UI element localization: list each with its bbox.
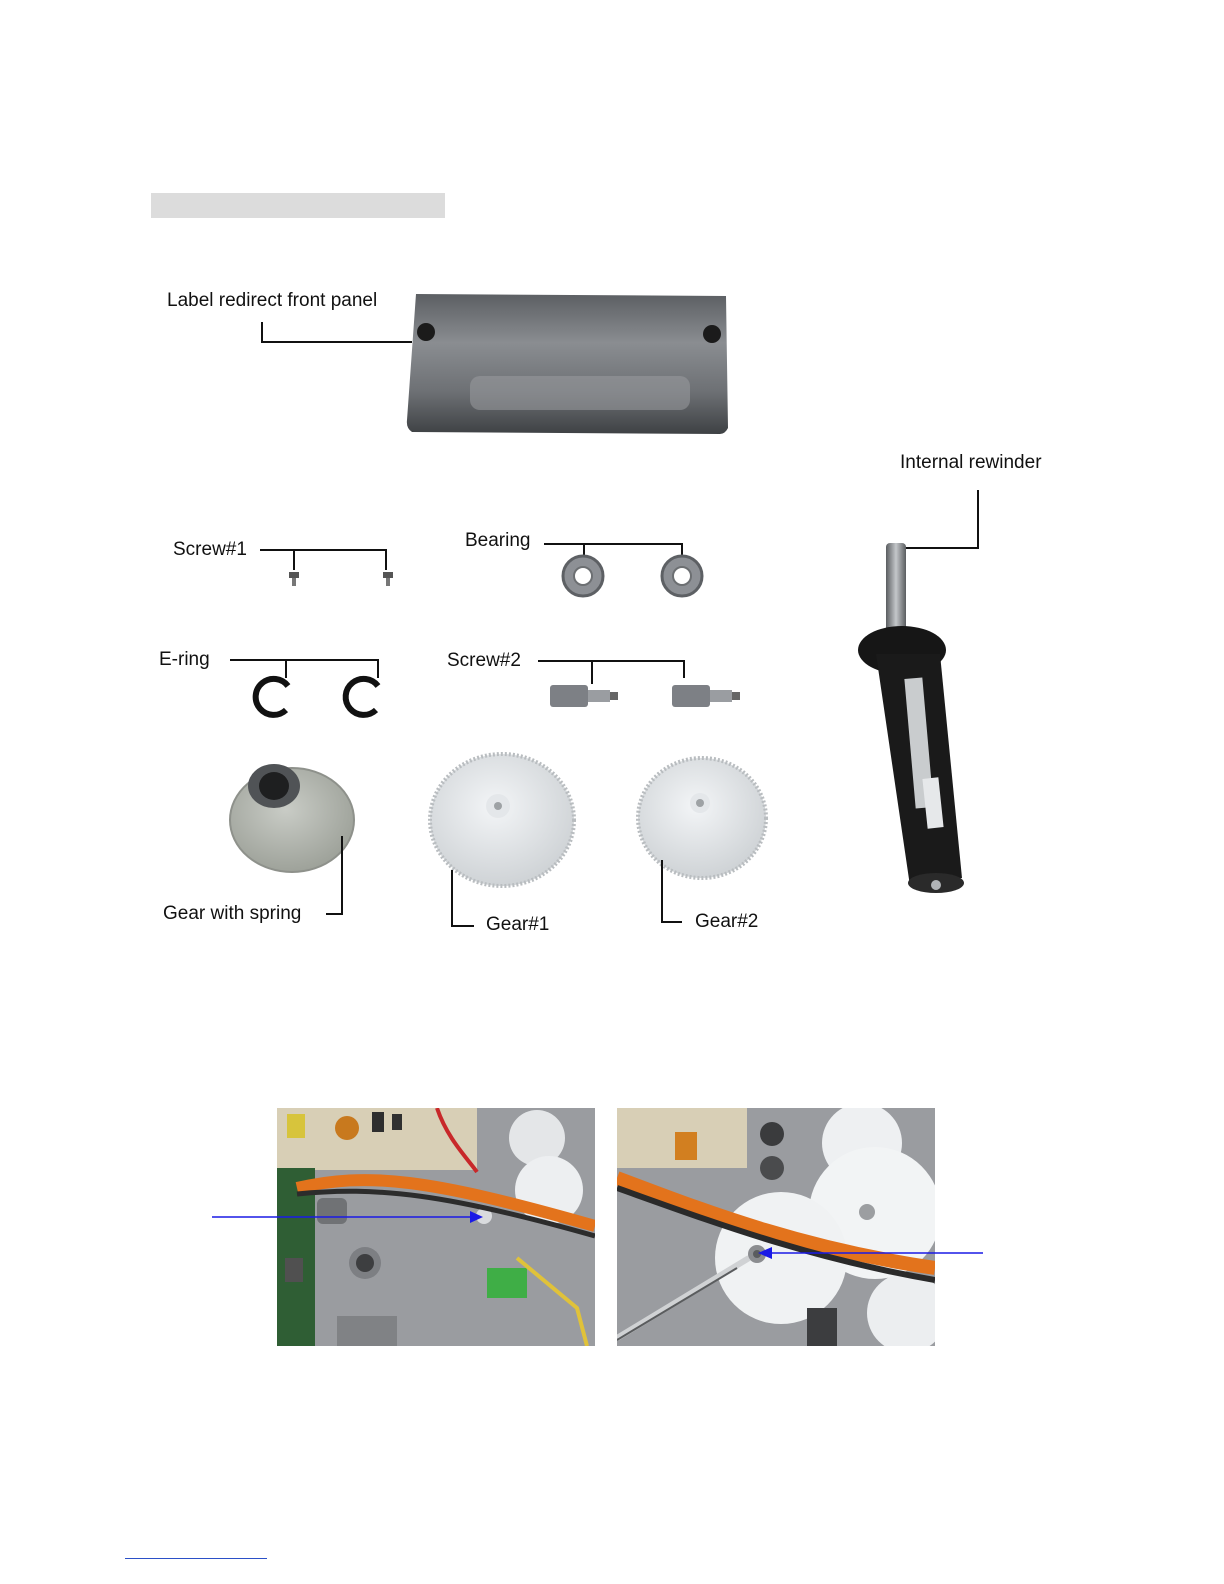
arrow-right-photo	[758, 1247, 983, 1259]
label-front-panel: Label redirect front panel	[167, 290, 378, 311]
label-gear-with-spring: Gear with spring	[163, 903, 302, 924]
label-bearing: Bearing	[465, 530, 531, 551]
label-screw1: Screw#1	[173, 539, 247, 560]
label-ering: E-ring	[159, 649, 210, 670]
label-screw2: Screw#2	[447, 650, 521, 671]
label-gear2: Gear#2	[695, 911, 759, 932]
label-gear1: Gear#1	[486, 914, 550, 935]
arrow-left-photo	[212, 1211, 483, 1223]
footnote-separator	[125, 1558, 267, 1559]
label-internal-rewinder: Internal rewinder	[900, 452, 1042, 473]
